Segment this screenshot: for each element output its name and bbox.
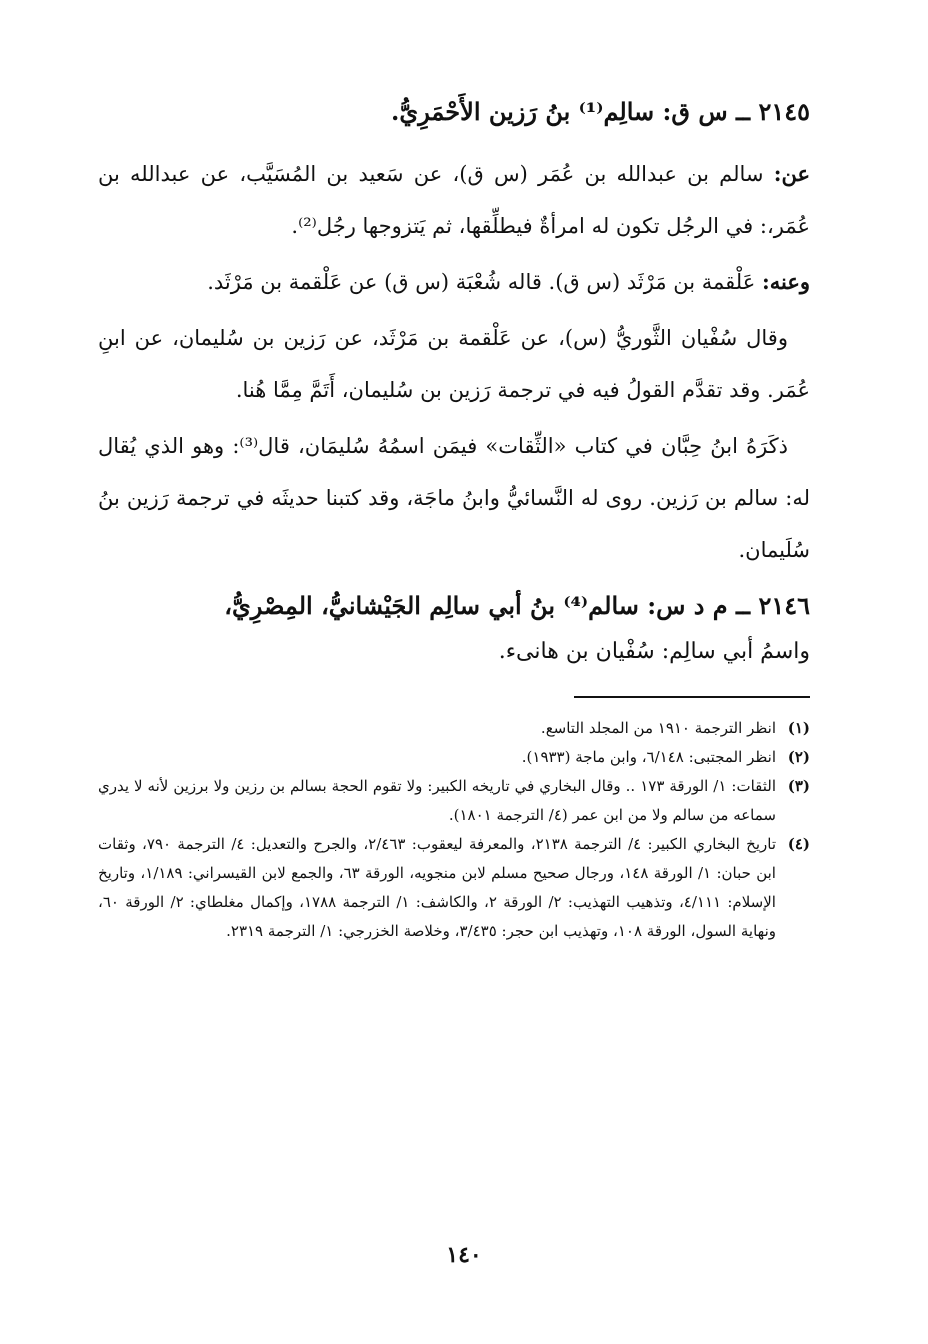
- entry-2145-thawri-paragraph: وقال سُفْيان الثَّوريُّ (س)، عن عَلْقمة بن مَرْثَد، عن رَزين بن سُليمان، عن ابنِ عُمَر. وقد تقدَّم القولُ فيه في ترجمة رَزين بن سُليمان، أَتَمَّ مِمَّا هُنا.: [98, 326, 810, 402]
- entry-2146-line2: واسمُ أبي سالِم: سُفْيان بن هانىء.: [498, 639, 810, 664]
- footnote-number: (٣): [787, 777, 810, 795]
- narrators-label: وعنه:: [761, 269, 810, 294]
- footnote-divider: [574, 696, 810, 698]
- entry-2145-ibn-hibban-paragraph: ذكَرَهُ ابنُ حِبَّان في كتاب «الثِّقات» فيمَن اسمُهُ سُليمَان، قال⁽³⁾: وهو الذي يُقال له: سالم بن رَزين. روى له النَّسائيُّ وابنُ ماجَة، وقد كتبنا حديثَه في ترجمة رَزين بنُ سُلَيمان.: [98, 434, 810, 562]
- entry-2145-heading: ٢١٤٥ ــ س ق: سالِم⁽¹⁾ بنُ رَزين الأَحْمَرِيُّ.: [391, 97, 810, 126]
- footnote-4: [98, 830, 810, 946]
- footnote-number: (٢): [787, 748, 810, 766]
- entry-2145-from-paragraph: [98, 148, 810, 252]
- footnote-3: [98, 772, 810, 830]
- footnote-text: تاريخ البخاري الكبير: ٤/ الترجمة ٢١٣٨، والمعرفة ليعقوب: ٢/٤٦٣، والجرح والتعديل: ٤/ الترجمة ٧٩٠، وثقات ابن حبان: ١/ الورقة ١٤٨، ورجال صحيح مسلم لابن منجويه، الورقة ٦٣، والجمع لابن القيسراني: ١/١٨٩، وتاريخ الإسلام: ٤/١١١، وتذهيب التهذيب: ٢/ الورقة ٢، والكاشف: ١/ الترجمة ١٧٨٨، وإكمال مغلطاي: ٢/ الورقة ٦٠، ونهاية السول، الورقة ١٠٨، وتهذيب ابن حجر: ٣/٤٣٥، وخلاصة الخزرجي: ١/ الترجمة ٢٣١٩.: [98, 835, 777, 940]
- entry-2145-narrators-paragraph: [98, 256, 810, 308]
- footnote-1: [98, 714, 810, 743]
- narrators-text: عَلْقمة بن مَرْثَد (س ق). قاله شُعْبَة (س ق) عن عَلْقمة بن مَرْثَد.: [207, 270, 762, 294]
- from-label: عن:: [773, 161, 810, 186]
- page-body: [98, 92, 810, 1292]
- entry-2146-heading: ٢١٤٦ ــ م د س: سالم⁽⁴⁾ بنُ أبي سالِم الجَيْشانيُّ، المِصْرِيُّ،: [224, 591, 810, 620]
- page-number: ١٤٠: [446, 1242, 482, 1268]
- footnotes: [98, 714, 810, 946]
- footnote-number: (٤): [787, 835, 810, 853]
- footnote-number: (١): [787, 719, 810, 737]
- footnote-text: انظر الترجمة ١٩١٠ من المجلد التاسع.: [540, 719, 776, 737]
- footnote-text: انظر المجتبى: ٦/١٤٨، وابن ماجة (١٩٣٣).: [521, 748, 776, 766]
- from-text: سالم بن عبدالله بن عُمَر (س ق)، عن سَعيد بن المُسَيَّب، عن عبدالله بن عُمَر،: في الرجُل تكون له امرأةٌ فيطلِّقها، ثم يَتزوجها رجُل⁽²⁾.: [98, 162, 810, 238]
- footnote-2: [98, 743, 810, 772]
- footnote-text: الثقات: ١/ الورقة ١٧٣ .. وقال البخاري في تاريخه الكبير: ولا تقوم الحجة بسالم بن رزين ولا برزين لأنه لا يدري سماعه من سالم ولا من ابن عمر (٤/ الترجمة ١٨٠١).: [98, 777, 776, 824]
